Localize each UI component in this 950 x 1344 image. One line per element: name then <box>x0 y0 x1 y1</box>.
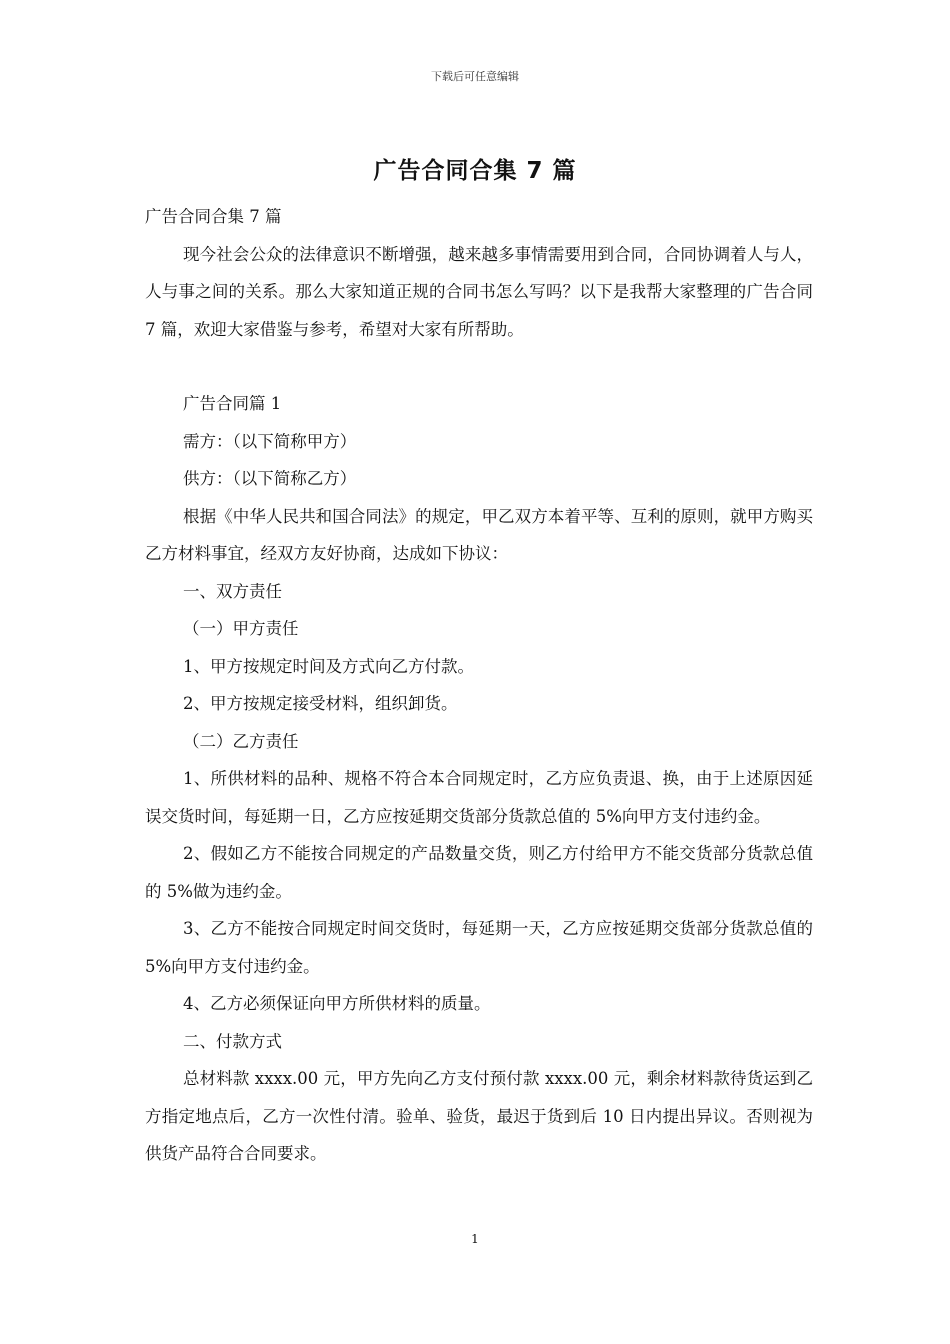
party-a-title: （一）甲方责任 <box>183 619 299 638</box>
party-a-item: 1、甲方按规定时间及方式向乙方付款。 <box>183 656 474 676</box>
paragraph-gap <box>145 348 813 385</box>
document-subtitle: 广告合同合集 7 篇 <box>145 207 282 226</box>
document-body <box>145 198 813 1173</box>
part-heading-responsibilities: 一、双方责任 <box>183 581 282 601</box>
party-b-item: 4、乙方必须保证向甲方所供材料的质量。 <box>183 994 491 1013</box>
party-b-title: （二）乙方责任 <box>183 731 299 751</box>
party-b-item: 3、乙方不能按合同规定时间交货时，每延期一天，乙方应按延期交货部分货款总值的 5%向甲方支付违约金。 <box>145 919 813 976</box>
page-header: 下载后可任意编辑 <box>431 70 519 83</box>
payment-paragraph: 总材料款 xxxx.00 元，甲方先向乙方支付预付款 xxxx.00 元，剩余材料款待货运到乙方指定地点后，乙方一次性付清。验单、验货，最迟于货到后 10 日内提出异议。否则视为供货产品符合合同要求。 <box>145 1069 813 1163</box>
preamble-paragraph: 根据《中华人民共和国合同法》的规定，甲乙双方本着平等、互利的原则，就甲方购买乙方材料事宜，经双方友好协商，达成如下协议： <box>145 506 813 563</box>
party-a-item: 2、甲方按规定接受材料，组织卸货。 <box>183 694 458 713</box>
part-heading-payment: 二、付款方式 <box>183 1031 282 1051</box>
party-b-item: 2、假如乙方不能按合同规定的产品数量交货，则乙方付给甲方不能交货部分货款总值的 5%做为违约金。 <box>145 844 813 901</box>
section-heading: 广告合同篇 1 <box>183 394 282 413</box>
party-b-item: 1、所供材料的品种、规格不符合本合同规定时，乙方应负责退、换，由于上述原因延误交货时间，每延期一日，乙方应按延期交货部分货款总值的 5%向甲方支付违约金。 <box>145 769 813 826</box>
supplier-line: 供方：（以下简称乙方） <box>183 469 357 488</box>
buyer-line: 需方：（以下简称甲方） <box>183 431 357 451</box>
document-title: 广告合同合集 7 篇 <box>373 158 577 184</box>
page-number: 1 <box>471 1232 479 1246</box>
intro-paragraph: 现今社会公众的法律意识不断增强，越来越多事情需要用到合同，合同协调着人与人，人与事之间的关系。那么大家知道正规的合同书怎么写吗？以下是我帮大家整理的广告合同 7 篇，欢迎大家借鉴与参考，希望对大家有所帮助。 <box>145 244 813 339</box>
